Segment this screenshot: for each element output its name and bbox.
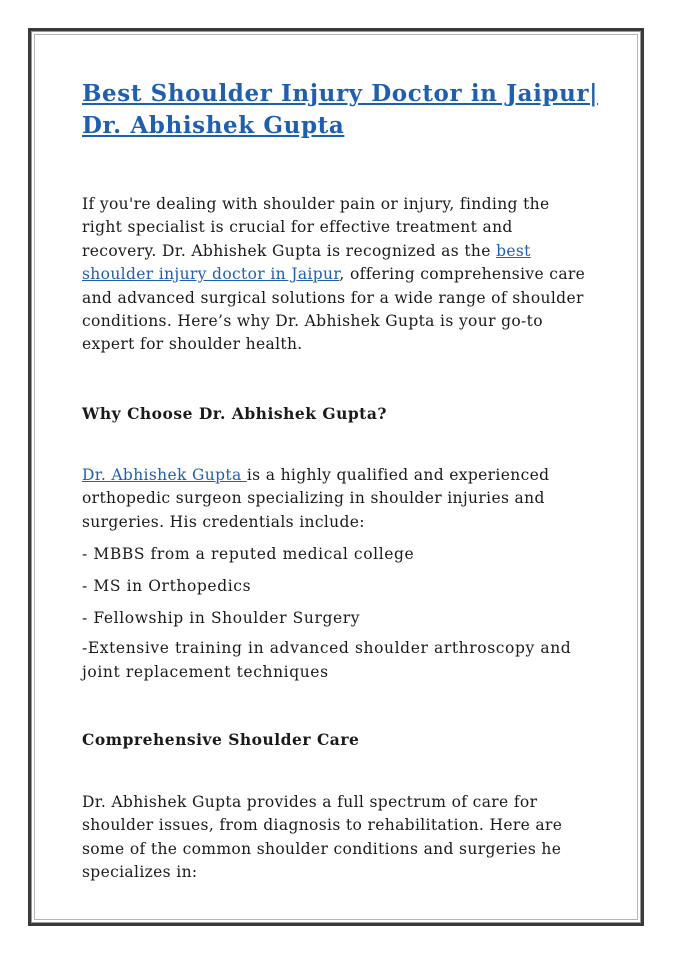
care-paragraph: Dr. Abhishek Gupta provides a full spectrum of care for shoulder issues, from diagnosis to rehabilitation. Here are some of the common shoulder conditions and surgeries he specializes in: <box>82 793 563 882</box>
credentials-list <box>82 543 598 684</box>
credential-item: - Fellowship in Shoulder Surgery <box>82 609 361 628</box>
title-link[interactable]: Best Shoulder Injury Doctor in Jaipur| Dr. Abhishek Gupta <box>82 80 599 139</box>
credential-item: -Extensive training in advanced shoulder arthroscopy and joint replacement techniques <box>82 639 572 682</box>
doctor-link[interactable]: Dr. Abhishek Gupta <box>82 465 247 484</box>
intro-text-after: , offering comprehensive care and advanced surgical solutions for a wide range of shoulder conditions. Here’s why Dr. Abhishek Gupta is your go-to expert for shoulder health. <box>82 265 586 354</box>
intro-paragraph <box>82 193 592 357</box>
intro-text-before: If you're dealing with shoulder pain or injury, finding the right specialist is crucial for effective treatment and recovery. Dr. Abhishek Gupta is recognized as the <box>82 195 550 260</box>
intro-link[interactable]: best shoulder injury doctor in Jaipur <box>82 241 531 284</box>
care-heading: Comprehensive Shoulder Care <box>82 730 360 750</box>
why-paragraph <box>82 464 598 534</box>
credential-item: - MBBS from a reputed medical college <box>82 545 415 564</box>
why-text: is a highly qualified and experienced orthopedic surgeon specializing in shoulder injuries and surgeries. His credentials include: <box>82 465 550 531</box>
why-heading: Why Choose Dr. Abhishek Gupta? <box>82 403 387 423</box>
document-content <box>82 78 598 885</box>
page-title[interactable] <box>82 78 602 142</box>
credential-item: - MS in Orthopedics <box>82 577 252 596</box>
